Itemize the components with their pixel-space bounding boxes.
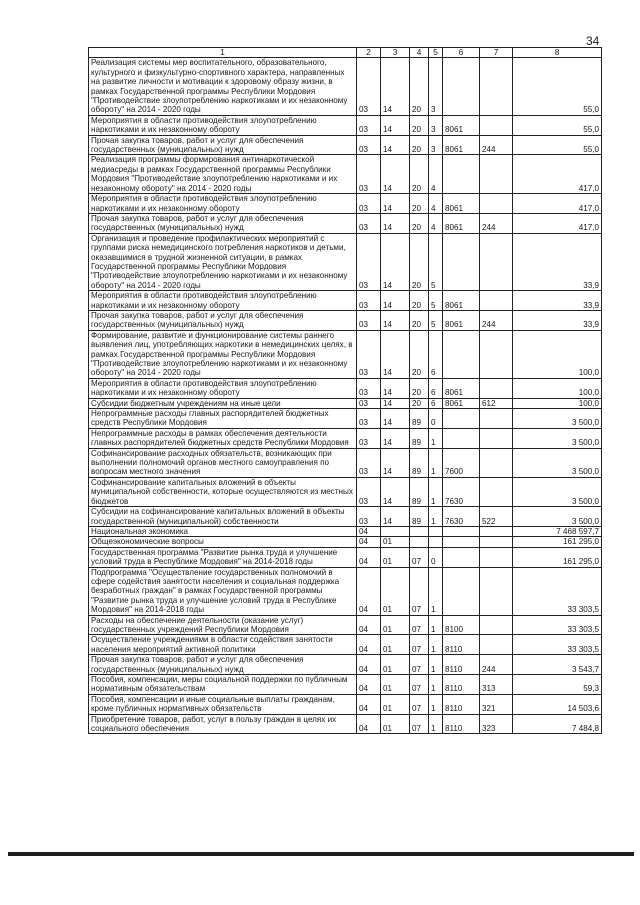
row-code	[443, 547, 480, 567]
row-description: Прочая закупка товаров, работ и услуг для обеспечения государственных (муниципальных) нужд	[89, 213, 357, 233]
row-code: 1	[429, 655, 443, 675]
table-row	[89, 428, 602, 448]
table-row	[89, 547, 602, 567]
row-code: 01	[381, 655, 410, 675]
row-amount: 417,0	[513, 213, 602, 233]
table-row	[89, 567, 602, 615]
row-code: 8110	[443, 714, 480, 734]
row-code: 14	[381, 310, 410, 330]
row-code: 0	[429, 547, 443, 567]
row-code: 04	[357, 714, 381, 734]
row-code: 14	[381, 448, 410, 477]
row-amount: 33 303,5	[513, 615, 602, 635]
row-code: 03	[357, 409, 381, 429]
table-row	[89, 655, 602, 675]
row-code	[381, 526, 410, 536]
row-code: 14	[381, 115, 410, 135]
header-cell: 5	[429, 48, 443, 58]
row-code: 7630	[443, 507, 480, 527]
row-code: 03	[357, 233, 381, 290]
table-row	[89, 330, 602, 378]
header-cell: 6	[443, 48, 480, 58]
header-cell: 3	[381, 48, 410, 58]
row-code: 14	[381, 477, 410, 506]
row-code	[480, 547, 513, 567]
table-row	[89, 378, 602, 398]
row-code: 14	[381, 428, 410, 448]
row-code: 03	[357, 398, 381, 408]
row-code	[429, 537, 443, 547]
row-code: 1	[429, 507, 443, 527]
row-code: 14	[381, 409, 410, 429]
row-code	[443, 409, 480, 429]
row-code: 323	[480, 714, 513, 734]
row-amount: 33,9	[513, 233, 602, 290]
row-code: 07	[410, 615, 429, 635]
row-code: 8061	[443, 291, 480, 311]
table-row	[89, 477, 602, 506]
row-code: 1	[429, 615, 443, 635]
row-amount: 3 500,0	[513, 477, 602, 506]
row-code: 8061	[443, 310, 480, 330]
row-amount: 161 295,0	[513, 537, 602, 547]
row-code	[480, 58, 513, 115]
row-code	[480, 428, 513, 448]
row-code: 20	[410, 330, 429, 378]
row-code: 0	[429, 409, 443, 429]
row-code: 3	[429, 135, 443, 155]
row-code	[480, 567, 513, 615]
row-description: Софинансирование капитальных вложений в объекты муниципальной собственности, которые осуществляются из местных бюджетов	[89, 477, 357, 506]
row-code: 04	[357, 635, 381, 655]
row-description: Организация и проведение профилактических мероприятий с группами риска немедицинского потребления наркотиков и детьми, оказавшимися в трудной жизненной ситуации, в рамках Государственной программы Республики Мордовия "Противодействие злоупотреблению наркотиками и их незаконному обороту" на 2014 - 2020 годы	[89, 233, 357, 290]
row-code: 03	[357, 428, 381, 448]
row-description: Осуществление учреждениями в области содействия занятости населения мероприятий активной политики	[89, 635, 357, 655]
row-description: Мероприятия в области противодействия злоупотреблению наркотиками и их незаконному обороту	[89, 115, 357, 135]
budget-table	[88, 47, 602, 734]
row-code: 14	[381, 507, 410, 527]
row-code: 20	[410, 310, 429, 330]
row-code	[480, 537, 513, 547]
row-description: Реализация системы мер воспитательного, образовательного, культурного и физкультурно-спортивного характера, направленных на развитие личности и мотивации к здоровому образу жизни, в рамках Государственной программы Республики Мордовия "Противодействие злоупотреблению наркотиками и их незаконному обороту" на 2014 - 2020 годы	[89, 58, 357, 115]
row-description: Непрограммные расходы в рамках обеспечения деятельности главных распорядителей бюджетных средств Республики Мордовия	[89, 428, 357, 448]
table-row	[89, 194, 602, 214]
row-description: Государственная программа "Развитие рынка труда и улучшение условий труда в Республике Мордовия" на 2014-2018 годы	[89, 547, 357, 567]
row-description: Расходы на обеспечение деятельности (оказание услуг) государственных учреждений Республики Мордовия	[89, 615, 357, 635]
row-code: 14	[381, 378, 410, 398]
row-code	[443, 428, 480, 448]
row-code: 20	[410, 378, 429, 398]
row-code	[480, 378, 513, 398]
row-code: 4	[429, 213, 443, 233]
row-code: 1	[429, 694, 443, 714]
row-code: 244	[480, 213, 513, 233]
row-code: 14	[381, 398, 410, 408]
row-code: 6	[429, 378, 443, 398]
row-amount: 33 303,5	[513, 635, 602, 655]
header-cell: 2	[357, 48, 381, 58]
row-amount: 3 500,0	[513, 428, 602, 448]
table-row	[89, 635, 602, 655]
row-amount: 7 484,8	[513, 714, 602, 734]
table-row	[89, 694, 602, 714]
row-code: 612	[480, 398, 513, 408]
row-code: 01	[381, 714, 410, 734]
row-code: 8061	[443, 378, 480, 398]
row-amount: 55,0	[513, 115, 602, 135]
row-amount: 7 468 597,7	[513, 526, 602, 536]
row-code: 03	[357, 507, 381, 527]
row-code: 07	[410, 675, 429, 695]
row-description: Непрограммные расходы главных распорядителей бюджетных средств Республики Мордовия	[89, 409, 357, 429]
table-row	[89, 213, 602, 233]
table-row	[89, 58, 602, 115]
row-code: 313	[480, 675, 513, 695]
row-code: 07	[410, 694, 429, 714]
table-row	[89, 409, 602, 429]
row-description: Реализация программы формирования антинаркотической медиасреды в рамках Государственной программы Республики Мордовия "Противодействие злоупотреблению наркотиками и их незаконному обороту" на 2014 - 2020 годы	[89, 155, 357, 194]
row-code: 244	[480, 310, 513, 330]
row-amount: 100,0	[513, 330, 602, 378]
row-code: 03	[357, 330, 381, 378]
row-code: 03	[357, 378, 381, 398]
row-amount: 55,0	[513, 58, 602, 115]
row-description: Мероприятия в области противодействия злоупотреблению наркотиками и их незаконному обороту	[89, 194, 357, 214]
table-row	[89, 675, 602, 695]
table-header-row	[89, 48, 602, 58]
row-code: 20	[410, 194, 429, 214]
row-code	[480, 409, 513, 429]
row-code: 07	[410, 547, 429, 567]
row-code: 5	[429, 291, 443, 311]
row-code: 4	[429, 194, 443, 214]
row-code: 1	[429, 567, 443, 615]
row-code: 321	[480, 694, 513, 714]
row-code: 8100	[443, 615, 480, 635]
row-code	[480, 233, 513, 290]
row-code: 5	[429, 310, 443, 330]
row-code: 20	[410, 291, 429, 311]
row-code: 89	[410, 428, 429, 448]
table-row	[89, 155, 602, 194]
row-code	[443, 155, 480, 194]
row-code: 1	[429, 477, 443, 506]
row-description: Прочая закупка товаров, работ и услуг для обеспечения государственных (муниципальных) нужд	[89, 135, 357, 155]
row-code: 89	[410, 477, 429, 506]
row-code	[480, 448, 513, 477]
row-code: 20	[410, 135, 429, 155]
row-code	[410, 537, 429, 547]
row-amount: 59,3	[513, 675, 602, 695]
row-code: 03	[357, 448, 381, 477]
bottom-rule	[8, 852, 634, 856]
row-code: 14	[381, 213, 410, 233]
row-code: 01	[381, 635, 410, 655]
table-row	[89, 115, 602, 135]
row-code	[429, 526, 443, 536]
row-code: 89	[410, 448, 429, 477]
row-code: 20	[410, 115, 429, 135]
row-amount: 100,0	[513, 378, 602, 398]
table-row	[89, 310, 602, 330]
table-row	[89, 537, 602, 547]
row-code: 03	[357, 194, 381, 214]
row-code: 14	[381, 330, 410, 378]
row-code: 07	[410, 655, 429, 675]
row-code: 8061	[443, 115, 480, 135]
row-code: 07	[410, 714, 429, 734]
row-code: 4	[429, 155, 443, 194]
table-row	[89, 507, 602, 527]
row-code	[410, 526, 429, 536]
table-row	[89, 714, 602, 734]
row-amount: 3 500,0	[513, 448, 602, 477]
row-description: Софинансирование расходных обязательств, возникающих при выполнении полномочий органов местного самоуправления по вопросам местного значения	[89, 448, 357, 477]
row-code: 03	[357, 291, 381, 311]
row-code: 04	[357, 655, 381, 675]
header-cell: 4	[410, 48, 429, 58]
row-code: 01	[381, 615, 410, 635]
row-code: 8110	[443, 635, 480, 655]
row-code: 14	[381, 233, 410, 290]
row-code	[443, 567, 480, 615]
row-code: 03	[357, 58, 381, 115]
row-code: 6	[429, 398, 443, 408]
row-code: 07	[410, 635, 429, 655]
table-row	[89, 135, 602, 155]
row-code: 14	[381, 135, 410, 155]
table-row	[89, 615, 602, 635]
row-code	[443, 526, 480, 536]
row-code: 20	[410, 233, 429, 290]
row-description: Подпрограмма "Осуществление государственных полномочий в сфере содействия занятости населения и социальная поддержка безработных граждан" в рамках Государственной программы "Развитие рынка труда и улучшение условий труда в Республике Мордовия" на 2014-2018 годы	[89, 567, 357, 615]
row-description: Пособия, компенсации, меры социальной поддержки по публичным нормативным обязательствам	[89, 675, 357, 695]
row-code: 03	[357, 155, 381, 194]
row-description: Национальная экономика	[89, 526, 357, 536]
row-code	[443, 537, 480, 547]
row-code	[480, 635, 513, 655]
row-code	[480, 330, 513, 378]
row-code: 14	[381, 194, 410, 214]
table-row	[89, 448, 602, 477]
row-code	[480, 615, 513, 635]
row-code: 03	[357, 135, 381, 155]
row-code	[480, 291, 513, 311]
row-code	[480, 194, 513, 214]
row-code: 01	[381, 675, 410, 695]
row-code: 03	[357, 213, 381, 233]
row-description: Мероприятия в области противодействия злоупотреблению наркотиками и их незаконному обороту	[89, 378, 357, 398]
row-code: 1	[429, 675, 443, 695]
row-code	[480, 526, 513, 536]
row-code: 7630	[443, 477, 480, 506]
row-amount: 33,9	[513, 291, 602, 311]
row-amount: 100,0	[513, 398, 602, 408]
row-code	[480, 115, 513, 135]
row-code: 8110	[443, 694, 480, 714]
row-code: 8061	[443, 194, 480, 214]
row-description: Субсидии бюджетным учреждениям на иные цели	[89, 398, 357, 408]
row-amount: 417,0	[513, 194, 602, 214]
row-amount: 55,0	[513, 135, 602, 155]
row-code: 03	[357, 477, 381, 506]
row-code: 8110	[443, 655, 480, 675]
row-code: 14	[381, 58, 410, 115]
row-amount: 417,0	[513, 155, 602, 194]
row-code: 5	[429, 233, 443, 290]
row-code: 04	[357, 547, 381, 567]
page-number: 34	[586, 34, 600, 48]
row-code: 07	[410, 567, 429, 615]
row-code: 04	[357, 675, 381, 695]
row-code: 1	[429, 428, 443, 448]
row-amount: 3 543,7	[513, 655, 602, 675]
row-code: 89	[410, 507, 429, 527]
row-code: 7600	[443, 448, 480, 477]
row-code: 04	[357, 526, 381, 536]
row-code: 1	[429, 714, 443, 734]
table-row	[89, 233, 602, 290]
row-code: 522	[480, 507, 513, 527]
row-description: Приобретение товаров, работ, услуг в пользу граждан в целях их социального обеспечения	[89, 714, 357, 734]
row-code: 01	[381, 694, 410, 714]
row-code: 01	[381, 567, 410, 615]
row-code: 6	[429, 330, 443, 378]
table-row	[89, 291, 602, 311]
row-code: 14	[381, 291, 410, 311]
header-cell: 7	[480, 48, 513, 58]
table-row	[89, 398, 602, 408]
row-code: 04	[357, 615, 381, 635]
row-amount: 33,9	[513, 310, 602, 330]
row-code	[443, 233, 480, 290]
row-code: 01	[381, 547, 410, 567]
row-code: 03	[357, 115, 381, 135]
row-description: Субсидии на софинансирование капитальных вложений в объекты государственной (муниципальной) собственности	[89, 507, 357, 527]
row-code	[480, 155, 513, 194]
row-description: Пособия, компенсации и иные социальные выплаты гражданам, кроме публичных нормативных обязательств	[89, 694, 357, 714]
row-description: Мероприятия в области противодействия злоупотреблению наркотиками и их незаконному обороту	[89, 291, 357, 311]
row-code: 89	[410, 409, 429, 429]
row-amount: 14 503,6	[513, 694, 602, 714]
row-amount: 3 500,0	[513, 507, 602, 527]
row-code: 04	[357, 694, 381, 714]
row-code: 8110	[443, 675, 480, 695]
table-row	[89, 526, 602, 536]
row-amount: 33 303,5	[513, 567, 602, 615]
row-code: 04	[357, 567, 381, 615]
row-code: 244	[480, 135, 513, 155]
row-code: 20	[410, 213, 429, 233]
row-code: 3	[429, 115, 443, 135]
row-amount: 3 500,0	[513, 409, 602, 429]
row-code: 8061	[443, 398, 480, 408]
header-cell: 1	[89, 48, 357, 58]
row-code: 244	[480, 655, 513, 675]
row-code: 20	[410, 155, 429, 194]
row-code	[443, 330, 480, 378]
row-code: 3	[429, 58, 443, 115]
row-code: 8061	[443, 135, 480, 155]
header-cell: 8	[513, 48, 602, 58]
row-code: 8061	[443, 213, 480, 233]
row-code: 20	[410, 398, 429, 408]
row-description: Прочая закупка товаров, работ и услуг для обеспечения государственных (муниципальных) нужд	[89, 655, 357, 675]
row-code	[480, 477, 513, 506]
row-code: 03	[357, 310, 381, 330]
row-amount: 161 295,0	[513, 547, 602, 567]
row-code: 01	[381, 537, 410, 547]
row-code: 04	[357, 537, 381, 547]
row-code: 1	[429, 635, 443, 655]
row-code: 1	[429, 448, 443, 477]
row-description: Формирование, развитие и функционирование системы раннего выявления лиц, употребляющих наркотики в немедицинских целях, в рамках Государственной программы Республики Мордовия "Противодействие злоупотреблению наркотиками и их незаконному обороту" на 2014 - 2020 годы	[89, 330, 357, 378]
row-description: Общеэкономические вопросы	[89, 537, 357, 547]
row-description: Прочая закупка товаров, работ и услуг для обеспечения государственных (муниципальных) нужд	[89, 310, 357, 330]
row-code	[443, 58, 480, 115]
row-code: 14	[381, 155, 410, 194]
row-code: 20	[410, 58, 429, 115]
